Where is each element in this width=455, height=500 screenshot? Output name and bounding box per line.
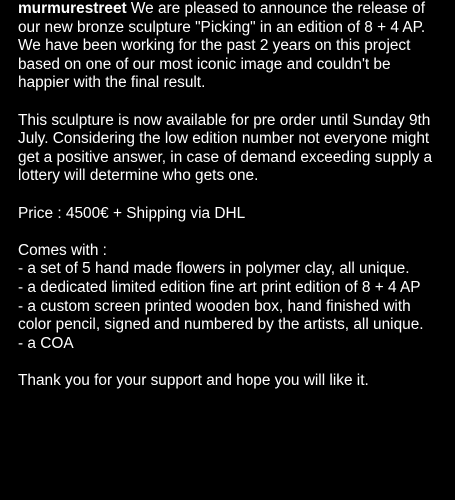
comes-with-heading: Comes with : [18,241,107,259]
comes-with-section [18,242,443,354]
list-item: - a COA [18,334,74,352]
list-item: - a set of 5 hand made flowers in polymer clay, all unique. [18,260,410,278]
list-item: - a dedicated limited edition fine art print edition of 8 + 4 AP [18,278,421,296]
list-item: - a custom screen printed wooden box, hand finished with color pencil, signed and numbered by the artists, all unique. [18,297,424,334]
caption-intro [18,0,443,93]
intro-text: We are pleased to announce the release of our new bronze sculpture "Picking" in an edition of 8 + 4 AP. We have been working for the past 2 years on this project based on one of our most iconic image and couldn't be happier with the final result. [18,0,426,92]
availability-text: This sculpture is now available for pre order until Sunday 9th July. Considering the low edition number not everyone might get a positive answer, in case of demand exceeding supply a lottery will determine who gets one. [18,111,433,185]
closing-text: Thank you for your support and hope you will like it. [18,371,369,389]
price-text: Price : 4500€ + Shipping via DHL [18,204,246,222]
username-link[interactable]: murmurestreet [18,0,127,17]
post-caption [18,0,443,409]
